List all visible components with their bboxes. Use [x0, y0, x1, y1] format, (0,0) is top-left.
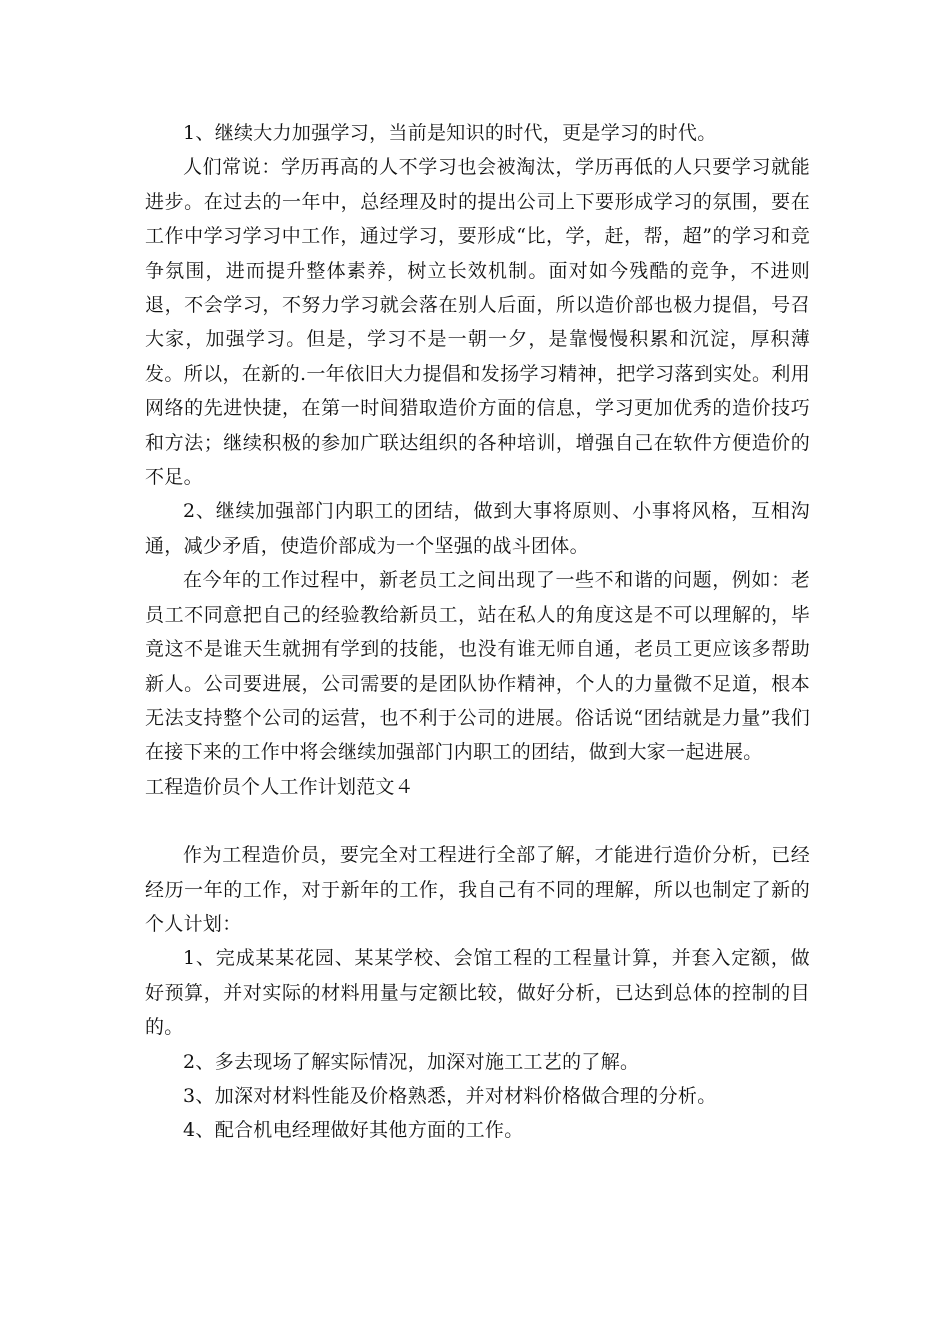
paragraph-plan-item-1: 1、完成某某花园、某某学校、会馆工程的工程量计算，并套入定额，做好预算，并对实际的材料用量与定额比较，做好分析，已达到总体的控制的目的。 [145, 947, 810, 1039]
paragraph-study-detail: 人们常说：学历再高的人不学习也会被淘汰，学历再低的人只要学习就能进步。在过去的一年中，总经理及时的提出公司上下要形成学习的氛围，要在工作中学习学习中工作，通过学习，要形成“比，学，赶，帮，超”的学习和竞争氛围，进而提升整体素养，树立长效机制。面对如今残酷的竞争，不进则退，不会学习，不努力学习就会落在别人后面，所以造价部也极力提倡，号召大家，加强学习。但是，学习不是一朝一夕，是靠慢慢积累和沉淀，厚积薄发。所以，在新的.一年依旧大力提倡和发扬学习精神，把学习落到实处。利用网络的先进快捷，在第一时间猎取造价方面的信息，学习更加优秀的造价技巧和方法；继续积极的参加广联达组织的各种培训，增强自己在软件方便造价的不足。 [145, 156, 810, 489]
paragraph-study-item: 1、继续大力加强学习，当前是知识的时代，更是学习的时代。 [183, 122, 717, 144]
paragraph-plan-item-2: 2、多去现场了解实际情况，加深对施工工艺的了解。 [183, 1050, 640, 1073]
paragraph-unity-item: 2、继续加强部门内职工的团结，做到大事将原则、小事将风格，互相沟通，减少矛盾，使造价部成为一个坚强的战斗团体。 [145, 500, 810, 557]
section-spacer [145, 804, 810, 838]
document-body [145, 116, 810, 1148]
paragraph-plan-item-4: 4、配合机电经理做好其他方面的工作。 [183, 1119, 524, 1142]
paragraph-unity-detail: 在今年的工作过程中，新老员工之间出现了一些不和谐的问题，例如：老员工不同意把自己的经验教给新员工，站在私人的角度这是不可以理解的，毕竟这不是谁天生就拥有学到的技能，也没有谁无师自通，老员工更应该多帮助新人。公司要进展，公司需要的是团队协作精神，个人的力量微不足道，根本无法支持整个公司的运营，也不利于公司的进展。俗话说“团结就是力量”我们在接下来的工作中将会继续加强部门内职工的团结，做到大家一起进展。 [145, 569, 810, 764]
paragraph-plan-intro: 作为工程造价员，要完全对工程进行全部了解，才能进行造价分析，已经经历一年的工作，对于新年的工作，我自己有不同的理解，所以也制定了新的个人计划： [145, 844, 810, 935]
section-heading: 工程造价员个人工作计划范文４ [145, 775, 414, 798]
paragraph-plan-item-3: 3、加深对材料性能及价格熟悉，并对材料价格做合理的分析。 [183, 1084, 717, 1107]
